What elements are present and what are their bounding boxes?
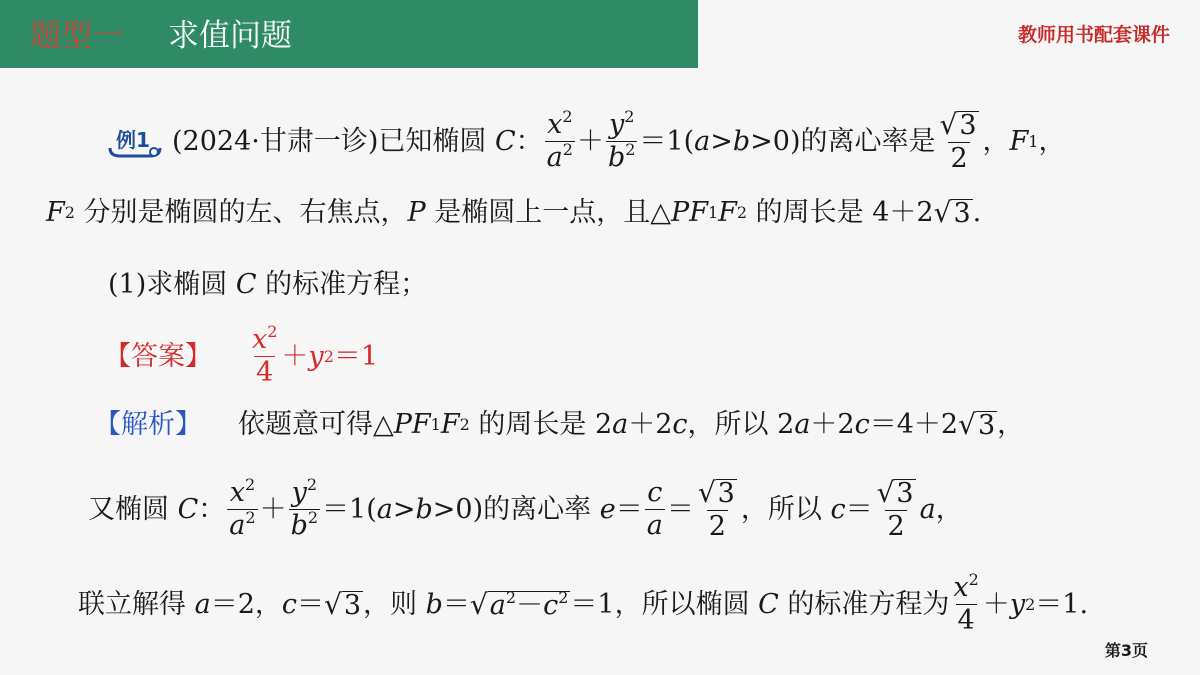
text: 是椭圆上一点，且△	[425, 197, 672, 228]
text: 2	[558, 587, 569, 607]
text: a	[919, 493, 936, 525]
text: ＝2，	[210, 588, 282, 620]
text: ，	[997, 409, 1025, 440]
header-bar	[0, 0, 698, 68]
text: .	[972, 197, 982, 228]
text: a	[489, 589, 506, 621]
text: b	[290, 510, 308, 541]
text: 3	[343, 589, 362, 621]
text: c	[854, 409, 870, 440]
text: 3	[977, 410, 996, 441]
fraction-sqrt3-2	[938, 110, 981, 173]
text: 的周长是 4＋2	[747, 197, 934, 228]
text: 2	[307, 508, 319, 527]
sqrt-sign: √	[876, 476, 895, 509]
text: C	[235, 269, 257, 300]
text: ，所以	[740, 493, 831, 525]
text: 2	[624, 107, 635, 126]
fraction-x2-a2	[227, 475, 257, 541]
text: b	[607, 142, 626, 173]
text: F	[440, 409, 460, 440]
question-type-tag: 题型一	[30, 18, 123, 54]
text: 已知椭圆	[378, 125, 495, 157]
text: c	[543, 589, 559, 621]
text: 2	[245, 508, 256, 527]
text: b	[732, 125, 751, 157]
analysis-label: 【解析】	[94, 409, 202, 440]
text: PF	[393, 409, 431, 440]
text: ＋	[259, 493, 287, 525]
sqrt-sign: √	[958, 408, 976, 441]
brand-label: 教师用书配套课件	[1017, 24, 1170, 46]
text: 2	[950, 143, 968, 174]
answer-line	[104, 322, 379, 388]
text: ＝1	[333, 340, 379, 372]
analysis-line-1: 【解析】 依题意可得△ PF 1 F 2 的周长是 2 a ＋2 c ，所以 2 a ＋2 c ＝4＋2 √ 3 ，	[94, 408, 1025, 441]
text: 3	[959, 110, 977, 141]
text: ＋2	[628, 409, 673, 440]
text: x	[229, 477, 245, 508]
text: y	[1009, 588, 1026, 620]
text: ＝4＋2	[869, 409, 959, 440]
text: C	[758, 588, 779, 620]
text: ，所以 2	[687, 409, 795, 440]
text: 的标准方程；	[256, 269, 428, 300]
fraction-sqrt3-2	[875, 478, 918, 541]
text: ＝	[845, 493, 873, 525]
example-badge-icon	[106, 122, 164, 162]
sqrt-sign: √	[469, 587, 488, 621]
text: ＋	[982, 588, 1010, 620]
text: 2	[968, 570, 979, 589]
text: 2	[505, 587, 517, 607]
question-1	[108, 270, 427, 300]
analysis-line-2	[88, 475, 963, 542]
text: ，则	[363, 588, 426, 620]
example-line-1: 例1 (2024·甘肃一诊) 已知椭圆 C ： $\frac{x^2}{a^2}$ ＋ $\frac{y^2}{b^2}$ ＝1( a > b >0)的离心率是 √ 3 2 ， F 1 ，	[106, 110, 1065, 173]
text: a	[376, 493, 393, 525]
text: a	[694, 125, 711, 157]
text: y	[291, 477, 307, 508]
text: ＝	[615, 493, 643, 525]
text: 3	[896, 478, 914, 509]
sqrt-a2-c2	[469, 587, 570, 621]
text: >	[710, 125, 733, 157]
fraction-y2-b2	[289, 475, 320, 541]
text: ＝1.	[1035, 588, 1089, 620]
text: ＋2	[810, 409, 855, 440]
answer-label: 【答案】	[104, 340, 212, 372]
text: PF	[671, 197, 708, 228]
text: >0)的离心率是	[750, 125, 936, 157]
sqrt-sign: √	[933, 196, 952, 229]
text: a	[546, 142, 563, 173]
sqrt-sign: √	[939, 108, 958, 141]
text: 2	[625, 140, 636, 159]
text: ：	[515, 125, 543, 157]
text: 的标准方程为	[778, 588, 950, 620]
text: F	[1009, 125, 1029, 157]
text: ＋	[576, 125, 604, 157]
example-badge-text: 例1	[116, 127, 150, 152]
text: F	[46, 197, 65, 228]
text: 2	[562, 107, 573, 126]
text: c	[647, 477, 663, 508]
text: a	[612, 409, 629, 440]
text: ，	[935, 493, 963, 525]
example-line-2: F 2 分别是椭圆的左、右焦点， P 是椭圆上一点，且△ PF 1 F 2 的周长是 4＋2 √ 3 .	[46, 196, 982, 229]
text: >	[392, 493, 416, 525]
text: 3	[717, 478, 735, 509]
text: 4	[957, 605, 975, 636]
text: c	[830, 493, 846, 525]
text: x	[953, 572, 969, 603]
sqrt-sign: √	[324, 587, 342, 621]
page-number: 第3页	[1104, 641, 1148, 660]
text: ，	[1038, 125, 1066, 157]
fraction-x2-a2	[545, 107, 575, 173]
text: a	[194, 588, 211, 620]
text: ＝1(	[322, 493, 377, 525]
text: 分别是椭圆的左、右焦点，	[74, 197, 408, 228]
text: (1)求椭圆	[108, 269, 236, 300]
text: a	[229, 510, 246, 541]
text: 2	[887, 511, 905, 542]
text: ＋	[281, 340, 309, 372]
text: ＝1，所以椭圆	[570, 588, 759, 620]
text: ，	[982, 125, 1010, 157]
fraction-x2-4	[951, 570, 980, 636]
answer-equation: $\frac{x^2}{4}$ ＋ y 2 ＝1	[252, 322, 379, 388]
sqrt-sign: √	[697, 476, 716, 509]
fraction-c-a	[645, 479, 665, 540]
text: 2	[267, 322, 278, 341]
fraction-y2-b2	[606, 107, 637, 173]
text: c	[281, 588, 298, 620]
text: >0)的离心率	[432, 493, 600, 525]
text: a	[646, 510, 663, 541]
text: C	[494, 125, 516, 157]
text: y	[608, 109, 625, 140]
text: b	[425, 588, 443, 620]
text: 2	[562, 140, 573, 159]
text: ＝	[442, 588, 470, 620]
text: ＝	[666, 493, 694, 525]
text: C	[177, 493, 199, 525]
text: x	[252, 324, 268, 355]
text: 2	[708, 511, 726, 542]
text: 的周长是 2	[469, 409, 613, 440]
text: 又椭圆	[88, 493, 178, 525]
text: F	[718, 197, 737, 228]
text: 联立解得	[78, 588, 195, 620]
text: 4	[256, 357, 274, 388]
text: ＝	[297, 588, 325, 620]
text: y	[308, 340, 324, 372]
text: 2	[244, 475, 256, 494]
text: P	[407, 197, 426, 228]
topic-title: 求值问题	[168, 18, 292, 54]
text: a	[794, 409, 811, 440]
text: ＝1(	[639, 125, 695, 157]
text: ：	[198, 493, 226, 525]
example-source: (2024·甘肃一诊)	[172, 125, 379, 157]
text: x	[547, 109, 563, 140]
text: e	[599, 493, 616, 525]
text: c	[672, 409, 688, 440]
fraction-sqrt3-2	[696, 478, 739, 541]
text: －	[516, 589, 544, 621]
text: b	[415, 493, 433, 525]
text: 依题意可得△	[238, 409, 394, 440]
text: 3	[953, 198, 971, 229]
analysis-line-3: 联立解得 a ＝2， c ＝ √ 3 ，则 b ＝ √ $a^2-c^2$ ＝1，所以椭圆 C 的标准方程为 $\frac{x^2}{4}$ ＋ y 2 ＝1.	[78, 570, 1089, 636]
text: 2	[306, 475, 318, 494]
